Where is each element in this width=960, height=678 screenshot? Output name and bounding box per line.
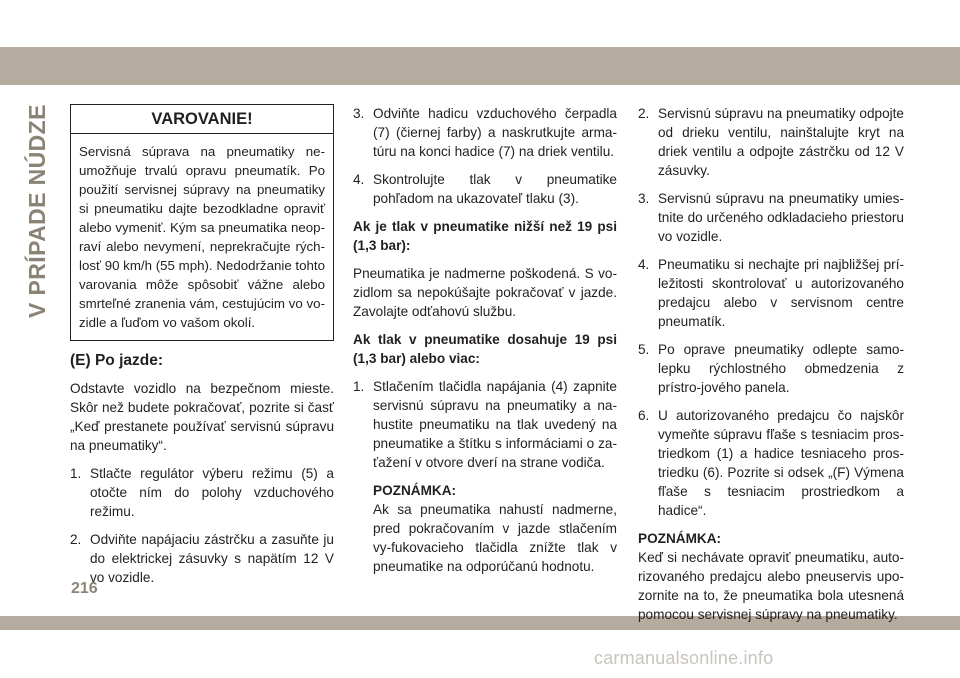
note-block — [638, 529, 904, 624]
step-number: 4. — [353, 172, 365, 187]
step-text: Servisnú súpravu na pneumatiky umies-tnite do určeného odkladacieho priestoru vo vozidle. — [658, 191, 904, 244]
list-item — [353, 104, 617, 161]
section-tab: V PRÍPADE NÚDZE — [24, 104, 50, 318]
warning-box — [70, 104, 334, 341]
step-text: U autorizovaného predajcu čo najskôr vymeňte súpravu fľaše s tesniacim pros-triedkom (1) a hadice tesniaceho pros-triedku (6). Pozrite si odsek „(F) Výmena fľaše s tesniacim prostriedkom a hadice“. — [658, 408, 904, 518]
condition-heading-low: Ak je tlak v pneumatike nižší než 19 psi (1,3 bar): — [353, 219, 617, 253]
header-band — [0, 47, 960, 85]
step-number: 6. — [638, 408, 650, 423]
note-text: Ak sa pneumatika nahustí nadmerne, pred pokračovaním v jazde stlačením vy-fukovacieho tlačidla znížte tlak v pneumatike na odporúčanú hodnotu. — [373, 502, 617, 574]
note-block — [373, 481, 617, 576]
list-item — [638, 104, 904, 180]
list-item — [638, 406, 904, 520]
list-item — [70, 464, 334, 521]
step-text: Odviňte hadicu vzduchového čerpadla (7) (čiernej farby) a naskrutkujte arma-túru na konci hadice (7) na driek ventilu. — [373, 106, 617, 159]
step-number: 1. — [70, 466, 82, 481]
step-number: 3. — [353, 106, 365, 121]
list-item — [638, 340, 904, 397]
steps-list — [353, 377, 617, 472]
step-text: Odviňte napájaciu zástrčku a zasuňte ju do elektrickej zásuvky s napätím 12 V vo vozidle. — [90, 532, 334, 585]
section-heading: (E) Po jazde: — [70, 352, 164, 369]
step-number: 3. — [638, 191, 650, 206]
column-2 — [353, 104, 617, 576]
step-text: Stlačte regulátor výberu režimu (5) a otočte ním do polohy vzduchového režimu. — [90, 466, 334, 519]
column-3 — [638, 104, 904, 624]
step-text: Stlačením tlačidla napájania (4) zapnite servisnú súpravu na pneumatiky a na-hustite pneumatiku na tlak uvedený na pneumatike a štítku s informáciami o za-ťažení v otvore dverí na strane vodiča. — [373, 379, 617, 470]
page-number: 216 — [71, 580, 98, 597]
steps-list — [638, 104, 904, 520]
low-pressure-paragraph: Pneumatika je nadmerne poškodená. S vo-zidlom sa nepokúšajte pokračovať v jazde. Zavolajte odťahovú službu. — [353, 266, 617, 319]
list-item — [70, 530, 334, 587]
intro-paragraph: Odstavte vozidlo na bezpečnom mieste. Skôr než budete pokračovať, pozrite si časť „Keď prestanete používať servisnú súpravu na pneumatiky“. — [70, 381, 334, 453]
column-1 — [70, 104, 334, 596]
step-text: Servisnú súpravu na pneumatiky odpojte od drieku ventilu, nainštalujte kryt na driek ventilu a odpojte zástrčku od 12 V zásuvky. — [658, 106, 904, 178]
list-item — [353, 377, 617, 472]
step-text: Pneumatiku si nechajte pri najbližšej prí-ležitosti skontrolovať u autorizovaného predajcu alebo v servisnom centre pneumatík. — [658, 257, 904, 329]
watermark: carmanualsonline.info — [594, 648, 774, 668]
step-number: 5. — [638, 342, 650, 357]
note-label: POZNÁMKA: — [638, 531, 722, 546]
list-item — [638, 255, 904, 331]
warning-text: Servisná súprava na pneumatiky ne-umožňuje trvalú opravu pneumatík. Po použití servisnej súpravy na pneumatiky si pneumatiku dajte bezodkladne opraviť alebo vymeniť. Kým sa pneumatika neop-raví alebo nevymení, neprekračujte rých-losť 90 km/h (55 mph). Nedodržanie tohto varovania môže spôsobiť vážne alebo smrteľné zranenia vám, cestujúcim vo vo-zidle a ľuďom vo vašom okolí. — [79, 144, 325, 330]
step-number: 1. — [353, 379, 365, 394]
warning-title: VAROVANIE! — [71, 105, 333, 134]
step-number: 4. — [638, 257, 650, 272]
steps-list — [70, 464, 334, 587]
steps-list — [353, 104, 617, 208]
step-text: Po oprave pneumatiky odlepte samo-lepku rýchlostného obmedzenia z prístro-jového panela. — [658, 342, 904, 395]
step-number: 2. — [638, 106, 650, 121]
step-text: Skontrolujte tlak v pneumatike pohľadom na ukazovateľ tlaku (3). — [373, 172, 617, 206]
list-item — [638, 189, 904, 246]
note-label: POZNÁMKA: — [373, 483, 457, 498]
condition-heading-ok: Ak tlak v pneumatike dosahuje 19 psi (1,3 bar) alebo viac: — [353, 332, 617, 366]
note-text: Keď si nechávate opraviť pneumatiku, auto-rizovaného predajcu alebo pneuservis upo-zornite na to, že pneumatika bola utesnená pomocou servisnej súpravy na pneumatiky. — [638, 550, 904, 622]
list-item — [353, 170, 617, 208]
step-number: 2. — [70, 532, 82, 547]
